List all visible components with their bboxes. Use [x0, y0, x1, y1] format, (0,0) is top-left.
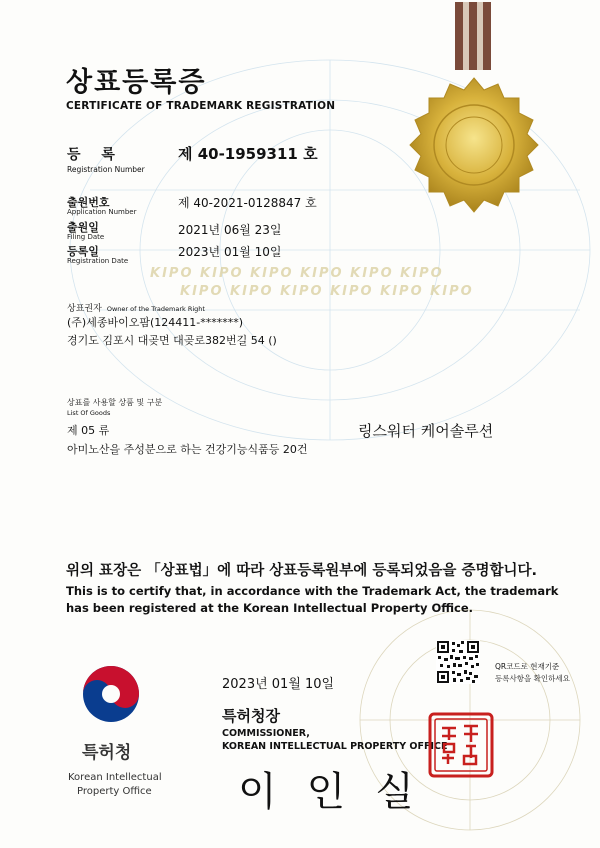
signature: 이인실: [238, 769, 444, 815]
filing-date: 2021년 06월 23일: [178, 223, 282, 237]
owner-label-row: [67, 296, 205, 315]
application-label: 출원번호: [67, 196, 110, 209]
reg-date-label: 등록일: [67, 245, 99, 258]
logo-english-line2: Property Office: [77, 786, 152, 797]
application-label-en: Application Number: [67, 208, 137, 216]
owner-label: 상표권자: [67, 304, 102, 314]
certification-korean: 위의 표장은 「상표법」에 따라 상표등록원부에 등록되었음을 증명합니다.: [66, 563, 537, 579]
commissioner-line2: KOREAN INTELLECTUAL PROPERTY OFFICE: [222, 741, 448, 752]
goods-label-en: List Of Goods: [67, 409, 111, 417]
goods-label: 상표를 사용할 상품 및 구분: [67, 398, 163, 407]
goods-items: 아미노산을 주성분으로 하는 건강기능식품등 20건: [67, 443, 308, 456]
filing-label: 출원일: [67, 221, 99, 234]
ribbon-stripes: [455, 2, 491, 70]
qr-note-line1: QR코드로 현재기준: [495, 662, 560, 671]
registration-label-en: Registration Number: [67, 165, 145, 174]
trademark-text: 링스워터 케어솔루션: [358, 422, 494, 440]
owner-label-en: Owner of the Trademark Right: [106, 305, 205, 313]
logo-korean: 특허청: [82, 743, 132, 763]
application-number: 제 40-2021-0128847 호: [178, 196, 317, 210]
kipo-watermark: KIPO KIPO KIPO KIPO KIPO KIPO KIPO KIPO KIPO KIPO KIPO KIPO: [150, 266, 474, 299]
registration-number: 제 40-1959311 호: [178, 145, 318, 163]
kipo-logo-icon: [81, 664, 141, 724]
page-title: 상표등록증: [66, 67, 207, 98]
reg-date: 2023년 01월 10일: [178, 245, 282, 259]
page-subtitle: CERTIFICATE OF TRADEMARK REGISTRATION: [66, 100, 336, 112]
owner-address: 경기도 김포시 대곶면 대곶로382번길 54 (): [67, 334, 277, 347]
commissioner-line1: COMMISSIONER,: [222, 728, 310, 739]
filing-label-en: Filing Date: [67, 233, 105, 241]
registration-label: 등 록: [67, 147, 123, 163]
issue-date: 2023년 01월 10일: [222, 677, 335, 692]
goods-class: 제 05 류: [67, 424, 110, 437]
reg-date-label-en: Registration Date: [67, 257, 129, 265]
office-title: 특허청장: [222, 707, 280, 725]
certification-english: This is to certify that, in accordance with the Trademark Act, the trademark has been registered at the Korean Intellectual Property Office.: [66, 584, 559, 615]
owner-name: (주)세종바이오팜(124411-*******): [67, 316, 244, 329]
logo-english-line1: Korean Intellectual: [68, 772, 162, 783]
qr-note-line2: 등록사항을 확인하세요: [495, 674, 570, 683]
qr-code[interactable]: [436, 640, 480, 684]
gold-seal: [410, 78, 538, 212]
official-seal: [428, 712, 494, 778]
